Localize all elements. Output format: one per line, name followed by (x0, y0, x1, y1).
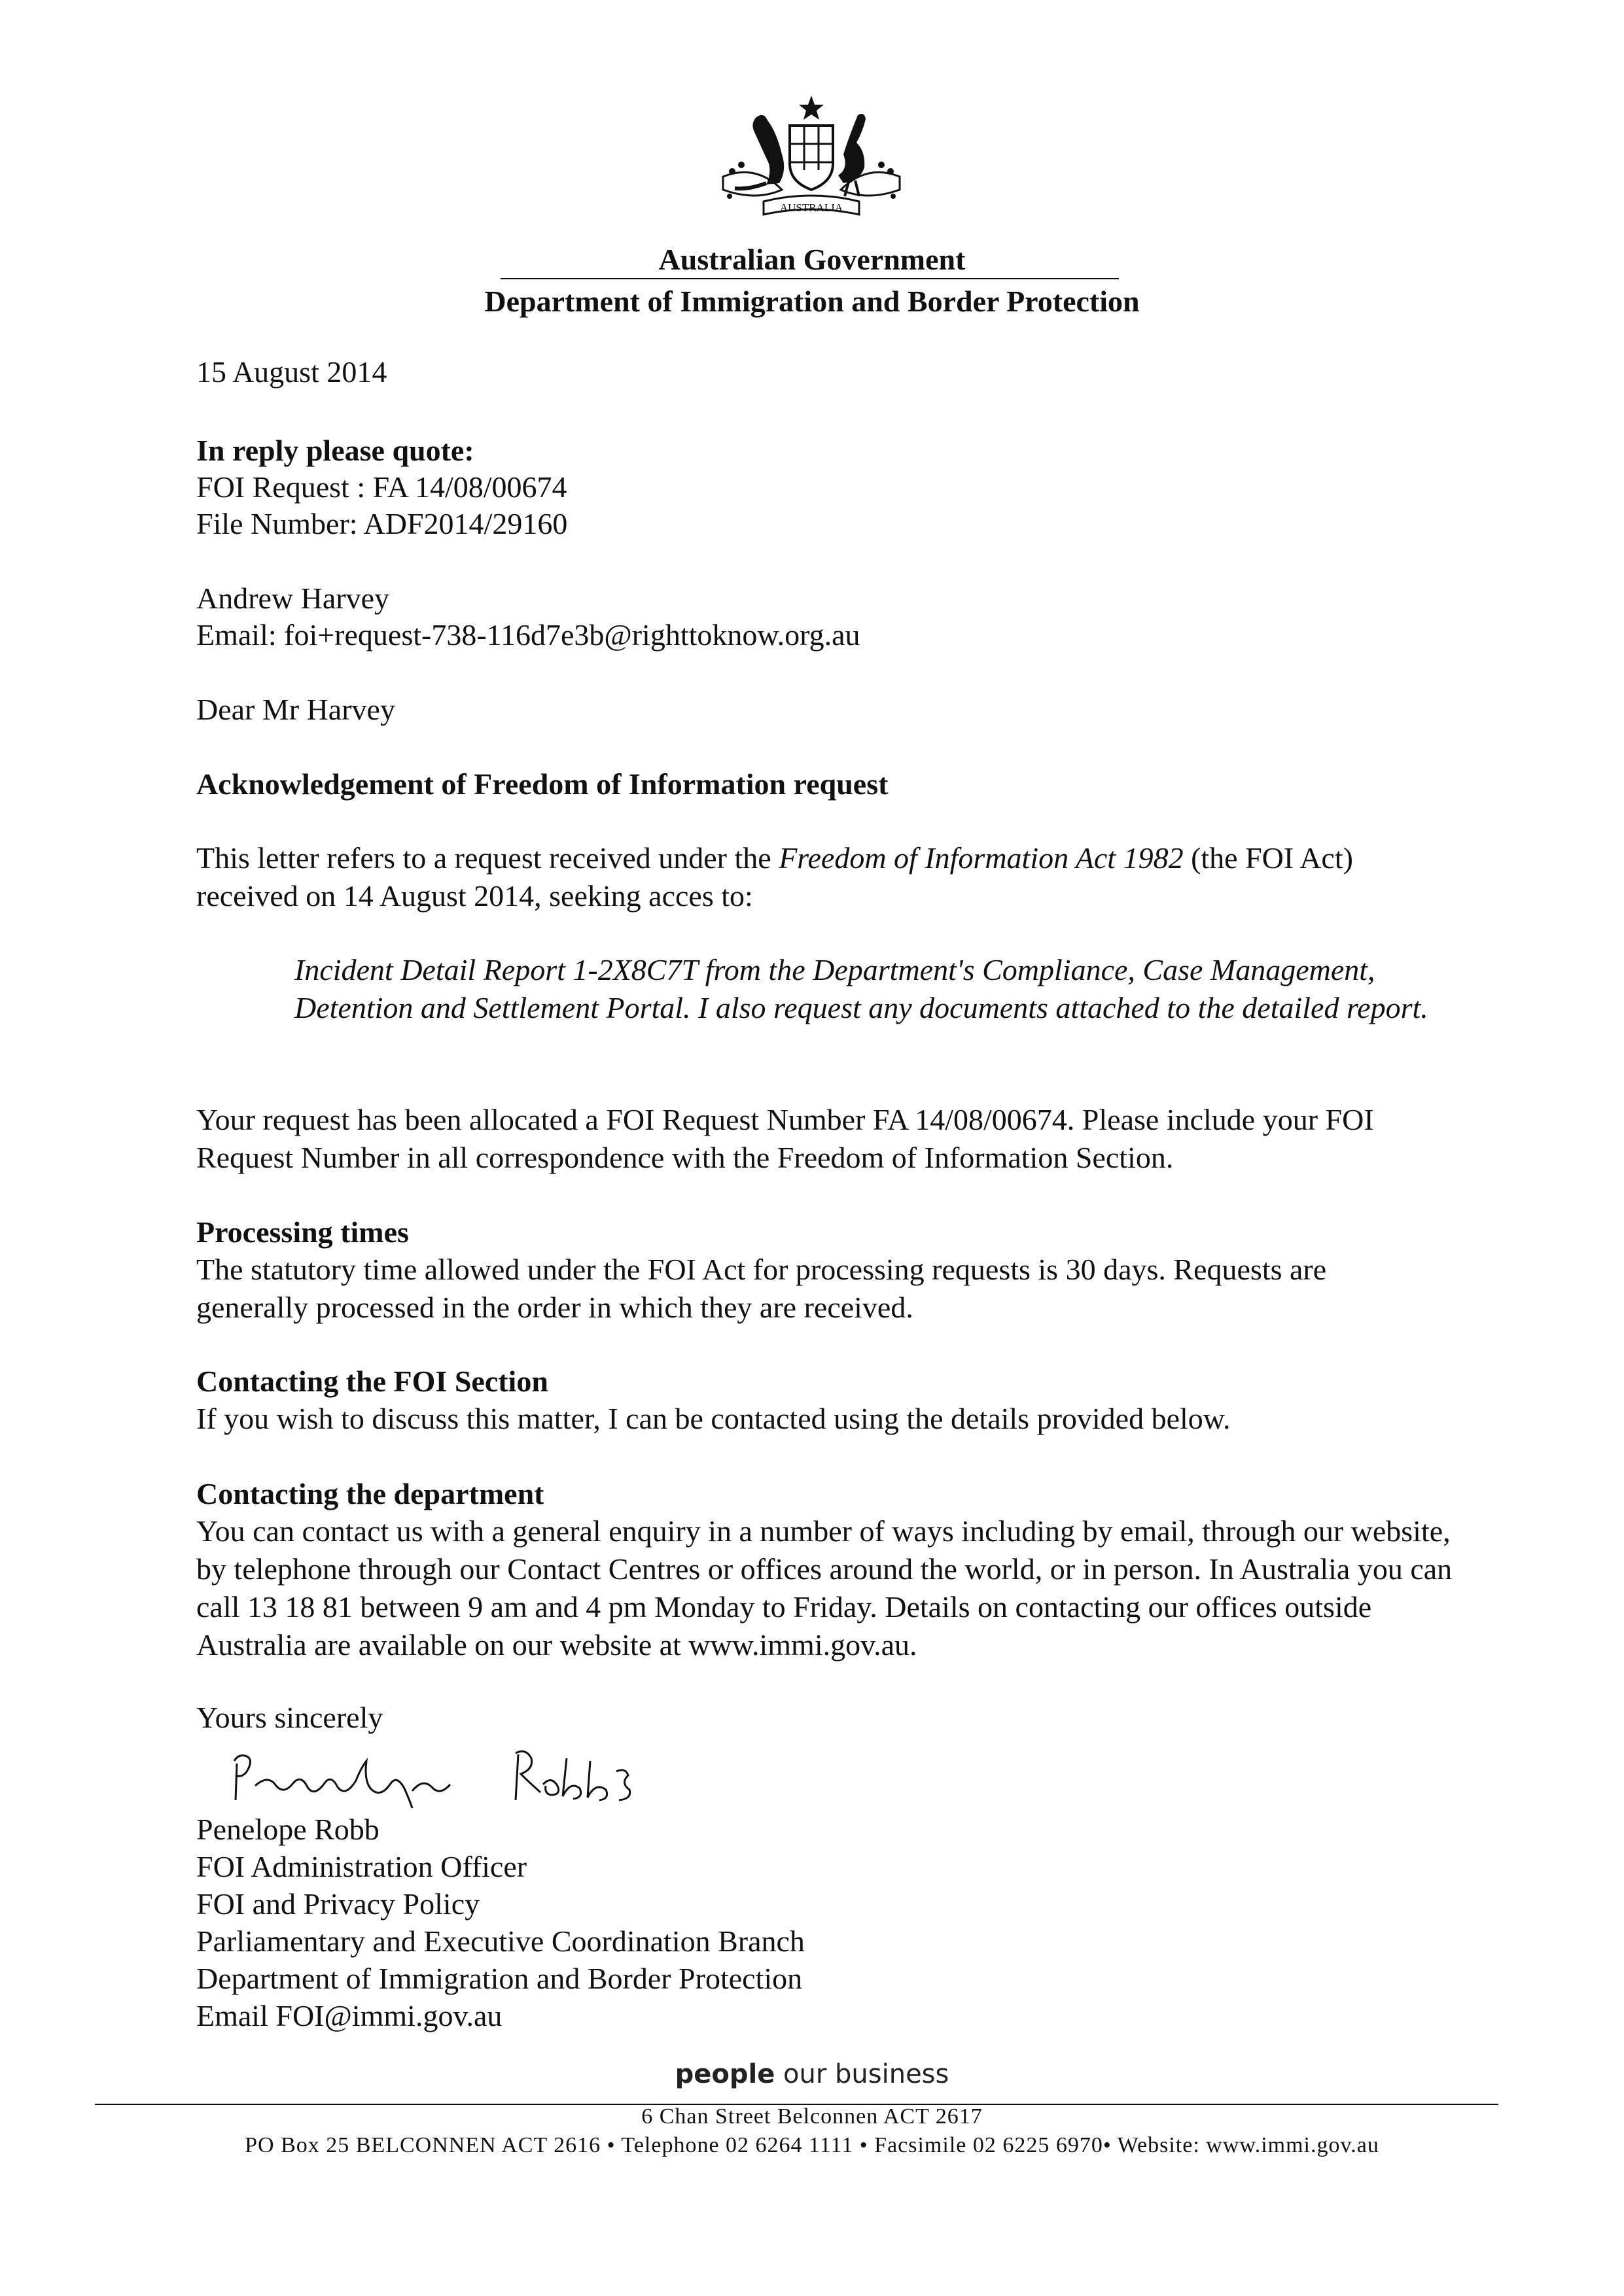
signatory-branch: Parliamentary and Executive Coordination Branch (196, 1924, 805, 1958)
intro-text-start: This letter refers to a request received under the (196, 841, 779, 875)
signatory-email: Email FOI@immi.gov.au (196, 1999, 503, 2032)
letter-date: 15 August 2014 (196, 355, 387, 389)
intro-text-end: (the FOI Act) received on 14 August 2014, seeking acces to: (196, 841, 1353, 913)
contact-department-paragraph: You can contact us with a general enquiry in a number of ways including by email, through our website, by telephone through our Contact Centres or offices around the world, or in person. In Australia you can call 13 18 81 between 9 am and 4 pm Monday to Friday. Details on contacting our offices outside Australia are available on our website at www.immi.gov.au. (196, 1514, 1453, 1661)
recipient-email: Email: foi+request-738-116d7e3b@righttoknow.org.au (196, 618, 860, 652)
request-number-paragraph: Your request has been allocated a FOI Request Number FA 14/08/00674. Please include your FOI Request Number in all correspondence with the Freedom of Information Section. (196, 1103, 1374, 1174)
intro-paragraph (196, 839, 1439, 915)
signatory-title: FOI Administration Officer (196, 1850, 527, 1883)
contact-foi-paragraph: If you wish to discuss this matter, I can be contacted using the details provided below. (196, 1402, 1231, 1435)
processing-times-paragraph: The statutory time allowed under the FOI Act for processing requests is 30 days. Requests are generally processed in the order in which they are received. (196, 1253, 1327, 1324)
footer-tagline (0, 2059, 1624, 2089)
signatory-name: Penelope Robb (196, 1813, 380, 1846)
contact-foi-heading: Contacting the FOI Section (196, 1365, 548, 1398)
quoted-request: Incident Detail Report 1-2X8C7T from the Department's Compliance, Case Management, Detention and Settlement Portal. I also request any documents attached to the detailed report. (294, 953, 1428, 1024)
signatory-department: Department of Immigration and Border Protection (196, 1962, 803, 1995)
coat-of-arms-logo (703, 92, 919, 235)
closing: Yours sincerely (196, 1701, 383, 1734)
handwritten-signature (216, 1735, 661, 1813)
recipient-name: Andrew Harvey (196, 582, 390, 615)
processing-times-heading: Processing times (196, 1215, 409, 1249)
letterhead-divider (501, 278, 1119, 279)
footer-street-address: 6 Chan Street Belconnen ACT 2617 (641, 2104, 983, 2129)
contact-department-heading: Contacting the department (196, 1477, 544, 1510)
signature-block (196, 1811, 805, 2034)
tagline-rest: our business (775, 2059, 949, 2089)
signatory-unit: FOI and Privacy Policy (196, 1887, 480, 1921)
subject-heading: Acknowledgement of Freedom of Information request (196, 767, 889, 801)
government-name: Australian Government (658, 243, 966, 276)
crest-motto: AUSTRALIA (779, 201, 843, 214)
file-number-reference: File Number: ADF2014/29160 (196, 507, 568, 540)
foi-request-reference: FOI Request : FA 14/08/00674 (196, 470, 567, 504)
quote-heading: In reply please quote: (196, 434, 474, 467)
salutation: Dear Mr Harvey (196, 693, 395, 726)
tagline-strong: people (675, 2059, 775, 2089)
department-name: Department of Immigration and Border Protection (484, 285, 1140, 318)
act-title: Freedom of Information Act 1982 (779, 841, 1184, 875)
footer-contact-details: PO Box 25 BELCONNEN ACT 2616 • Telephone 02 6264 1111 • Facsimile 02 6225 6970• Website: www.immi.gov.au (245, 2133, 1379, 2157)
